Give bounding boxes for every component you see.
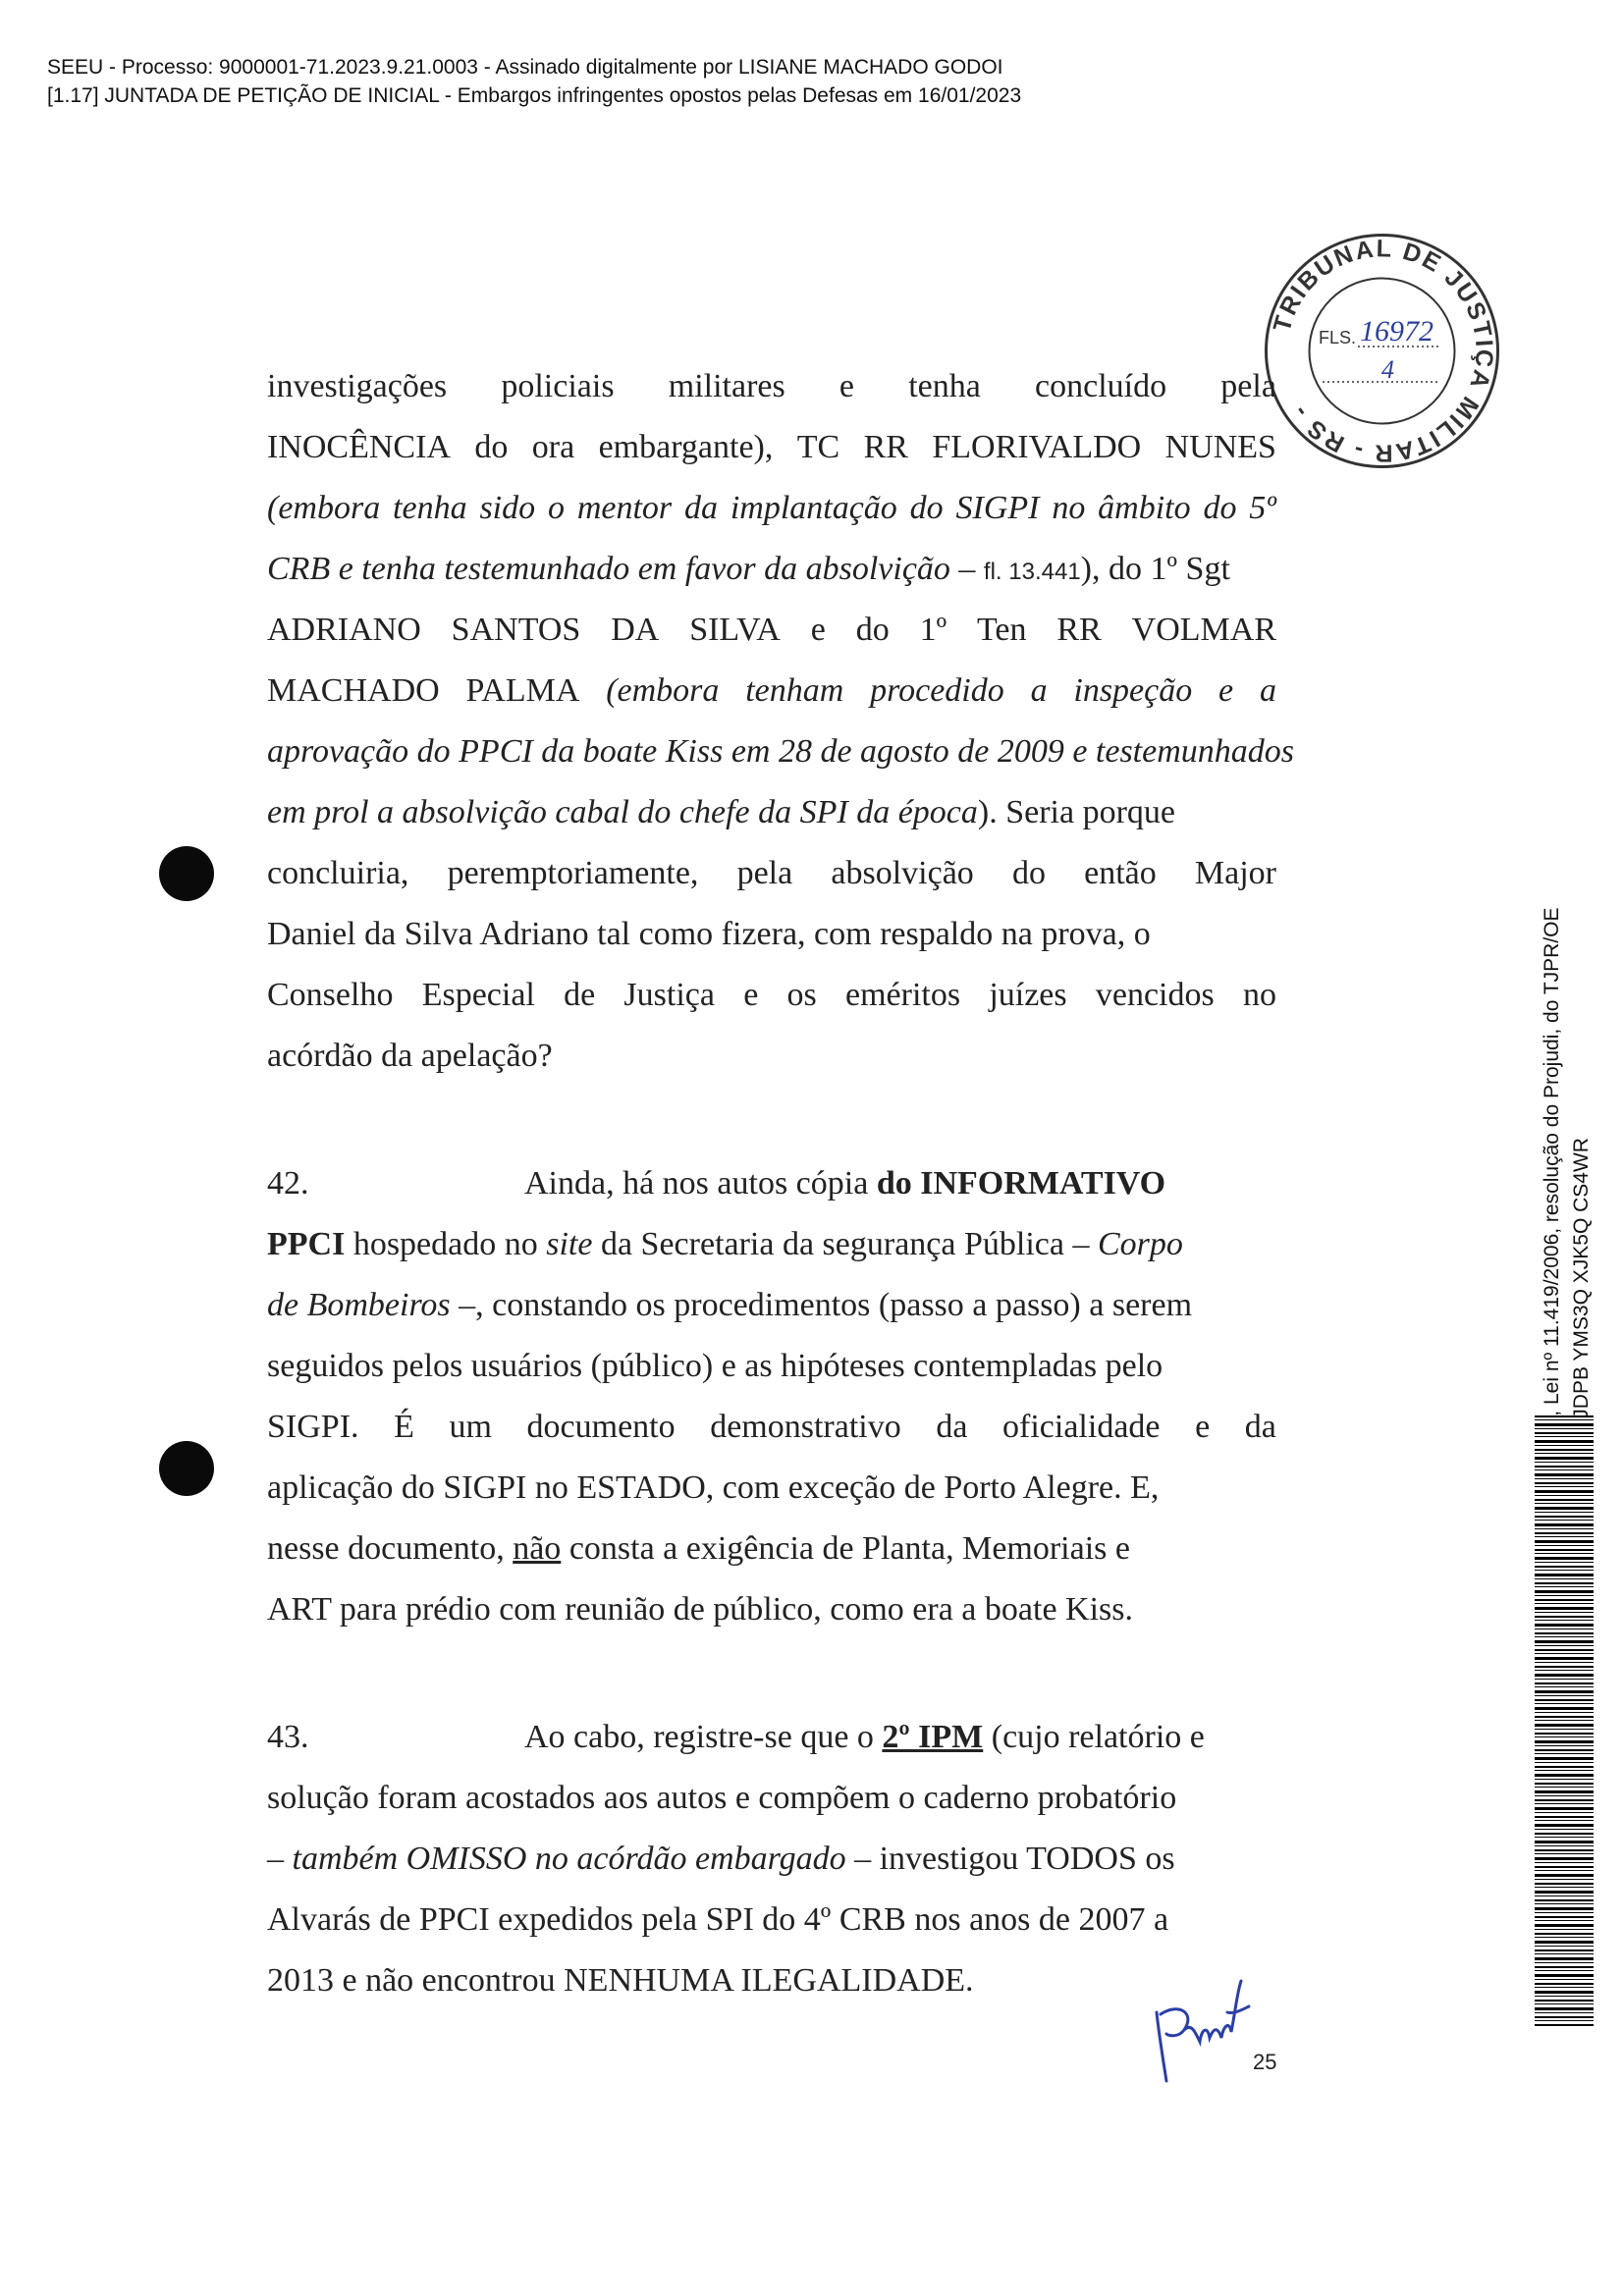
header-line-1: SEEU - Processo: 9000001-71.2023.9.21.0003 - Assinado digitalmente por LISIANE MACHADO GODOI — [47, 56, 1003, 79]
text-line: aplicação do SIGPI no ESTADO, com exceção de Porto Alegre. E, — [267, 1469, 1160, 1506]
text-line: (embora tenha sido o mentor da implantação do SIGPI no âmbito do 5º — [267, 490, 1276, 526]
text-line: ART para prédio com reunião de público, como era a boate Kiss. — [267, 1591, 1133, 1628]
binder-hole-1 — [159, 846, 214, 901]
stamp-fls-label: FLS. — [1319, 328, 1357, 347]
text-line: ADRIANO SANTOS DA SILVA e do 1º Ten RR VOLMAR — [267, 612, 1276, 648]
stamp-ring-text: TRIBUNAL DE JUSTIÇA MILITAR - RS - — [1268, 235, 1498, 467]
header-line-2: [1.17] JUNTADA DE PETIÇÃO DE INICIAL - Embargos infringentes opostos pelas Defesas em 16/01/2023 — [47, 84, 1022, 107]
text-line: Conselho Especial de Justiça e os eméritos juízes vencidos no — [267, 977, 1276, 1013]
text-line: CRB e tenha testemunhado em favor da absolvição – fl. 13.441), do 1º Sgt — [267, 551, 1230, 587]
page-number: 25 — [1253, 2050, 1277, 2074]
text-line: concluiria, peremptoriamente, pela absolvição do então Major — [267, 855, 1276, 891]
paragraph-number: 43. — [267, 1719, 309, 1755]
text-line: PPCI hospedado no site da Secretaria da segurança Pública – Corpo — [267, 1226, 1183, 1262]
court-stamp — [1262, 231, 1502, 471]
text-line: aprovação do PPCI da boate Kiss em 28 de agosto de 2009 e testemunhados — [267, 733, 1294, 770]
text-line: – também OMISSO no acórdão embargado – investigou TODOS os — [267, 1841, 1175, 1877]
text-line: nesse documento, não consta a exigência de Planta, Memoriais e — [267, 1530, 1130, 1567]
text-line: Alvarás de PPCI expedidos pela SPI do 4º CRB nos anos de 2007 a — [267, 1901, 1169, 1938]
paragraph-43-line: 43. Ao cabo, registre-se que o 2º IPM (cujo relatório e — [267, 1716, 1276, 1759]
text-line: 2013 e não encontrou NENHUMA ILEGALIDADE. — [267, 1962, 974, 1999]
text-line: INOCÊNCIA do ora embargante), TC RR FLORIVALDO NUNES — [267, 429, 1276, 465]
page-reference: fl. 13.441 — [983, 559, 1081, 585]
text-line: acórdão da apelação? — [267, 1038, 553, 1074]
paragraph-42-line: 42. Ainda, há nos autos cópia do INFORMATIVO — [267, 1162, 1276, 1205]
stamp-fls-sub: 4 — [1381, 355, 1394, 384]
paragraph-number: 42. — [267, 1165, 309, 1201]
handwritten-signature — [1139, 1973, 1262, 2096]
text-line: em prol a absolvição cabal do chefe da SPI da época). Seria porque — [267, 794, 1176, 830]
text-line: seguidos pelos usuários (público) e as hipóteses contempladas pelo — [267, 1348, 1163, 1384]
text-line: investigações policiais militares e tenha concluído pela — [267, 368, 1276, 404]
document-header — [47, 53, 1520, 110]
binder-hole-2 — [159, 1441, 214, 1496]
text-line: Daniel da Silva Adriano tal como fizera, com respaldo na prova, o — [267, 916, 1151, 952]
text-line: MACHADO PALMA (embora tenham procedido a inspeção e a — [267, 672, 1276, 709]
text-line: solução foram acostados aos autos e compõem o caderno probatório — [267, 1780, 1177, 1816]
text-line: SIGPI. É um documento demonstrativo da oficialidade e da — [267, 1409, 1276, 1445]
text-line: de Bombeiros –, constando os procedimentos (passo a passo) a serem — [267, 1287, 1193, 1323]
stamp-fls-number: 16972 — [1360, 315, 1434, 347]
barcode — [1535, 1415, 1594, 2026]
